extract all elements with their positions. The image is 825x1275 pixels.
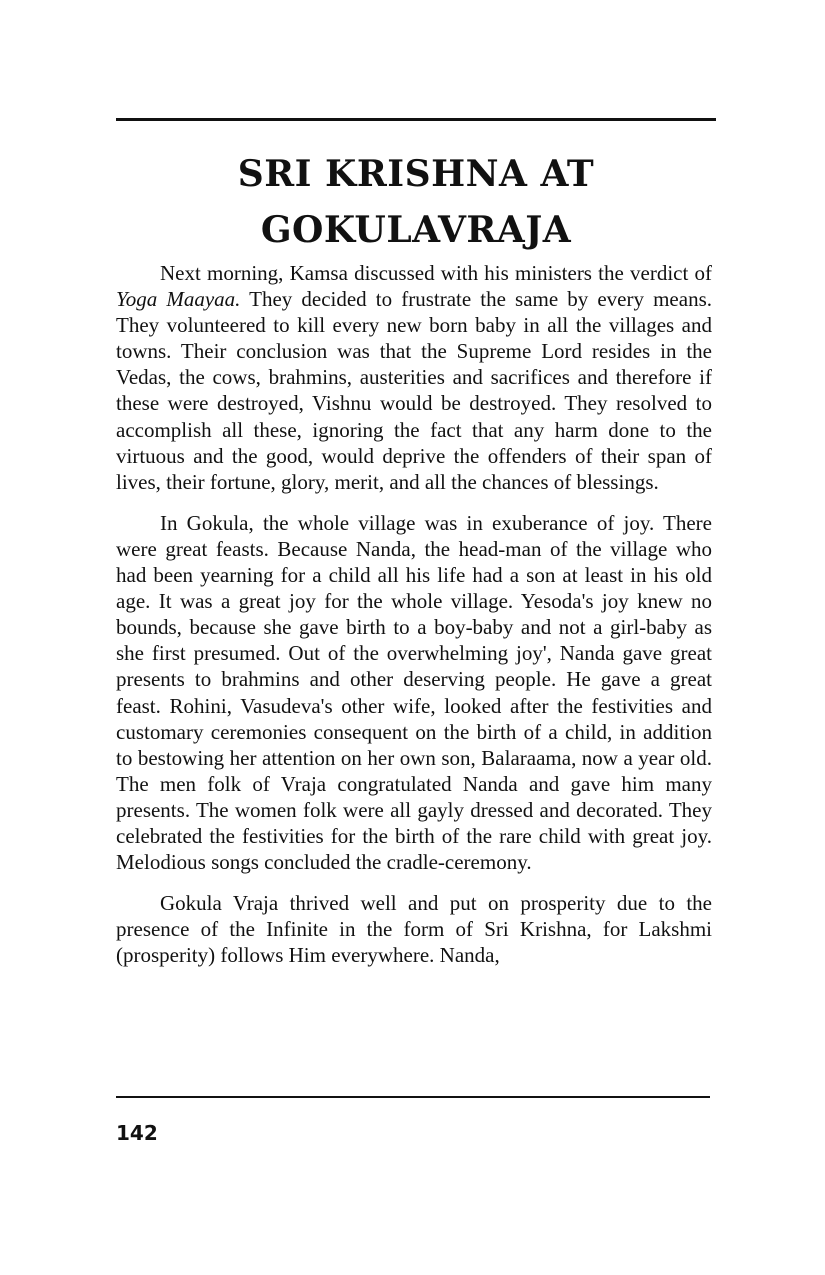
chapter-title-line-2: GOKULAVRAJA <box>260 209 572 251</box>
chapter-title <box>116 146 716 258</box>
paragraph-2: In Gokula, the whole village was in exuberance of joy. There were great feasts. Because Nanda, the head-man of the village who had been yearning for a child all his life had a son at least in his old age. It was a great joy for the whole village. Yesoda's joy knew no bounds, because she gave birth to a boy-baby and not a girl-baby as she first presumed. Out of the overwhelming joy', Nanda gave great presents to brahmins and other deserving people. He gave a great feast. Rohini, Vasudeva's other wife, looked after the festivities and customary ceremonies consequent on the birth of a child, in addition to bestowing her attention on her own son, Balaraama, now a year old. The men folk of Vraja congratulated Nanda and gave him many presents. The women folk were all gayly dressed and decorated. They celebrated the festivities for the birth of the rare child with great joy. Melodious songs concluded the cradle-ceremony. <box>116 510 712 875</box>
paragraph-1 <box>116 260 712 495</box>
body-text <box>116 260 712 968</box>
paragraph-3: Gokula Vraja thrived well and put on prosperity due to the presence of the Infinite in the form of Sri Krishna, for Lakshmi (prosperity) follows Him everywhere. Nanda, <box>116 891 712 968</box>
italic-term-yoga-maayaa: Yoga Maayaa. <box>116 287 241 312</box>
paragraph-1-part-1: Next morning, Kamsa discussed with his ministers the verdict of <box>160 261 712 285</box>
bottom-rule <box>116 1096 710 1098</box>
paragraph-1-part-2: They decided to frustrate the same by every means. They volunteered to kill every new born baby in all the villages and towns. Their conclusion was that the Supreme Lord resides in the Vedas, the cows, brahmins, austerities and sacrifices and therefore if these were destroyed, Vishnu would be destroyed. They resolved to accomplish all these, ignoring the fact that any harm done to the virtuous and the good, would deprive the offenders of their span of lives, their fortune, glory, merit, and all the chances of blessings. <box>116 287 712 494</box>
top-rule <box>116 118 716 121</box>
chapter-title-line-1: SRI KRISHNA AT <box>237 153 595 195</box>
page-number: 142 <box>116 1121 158 1145</box>
